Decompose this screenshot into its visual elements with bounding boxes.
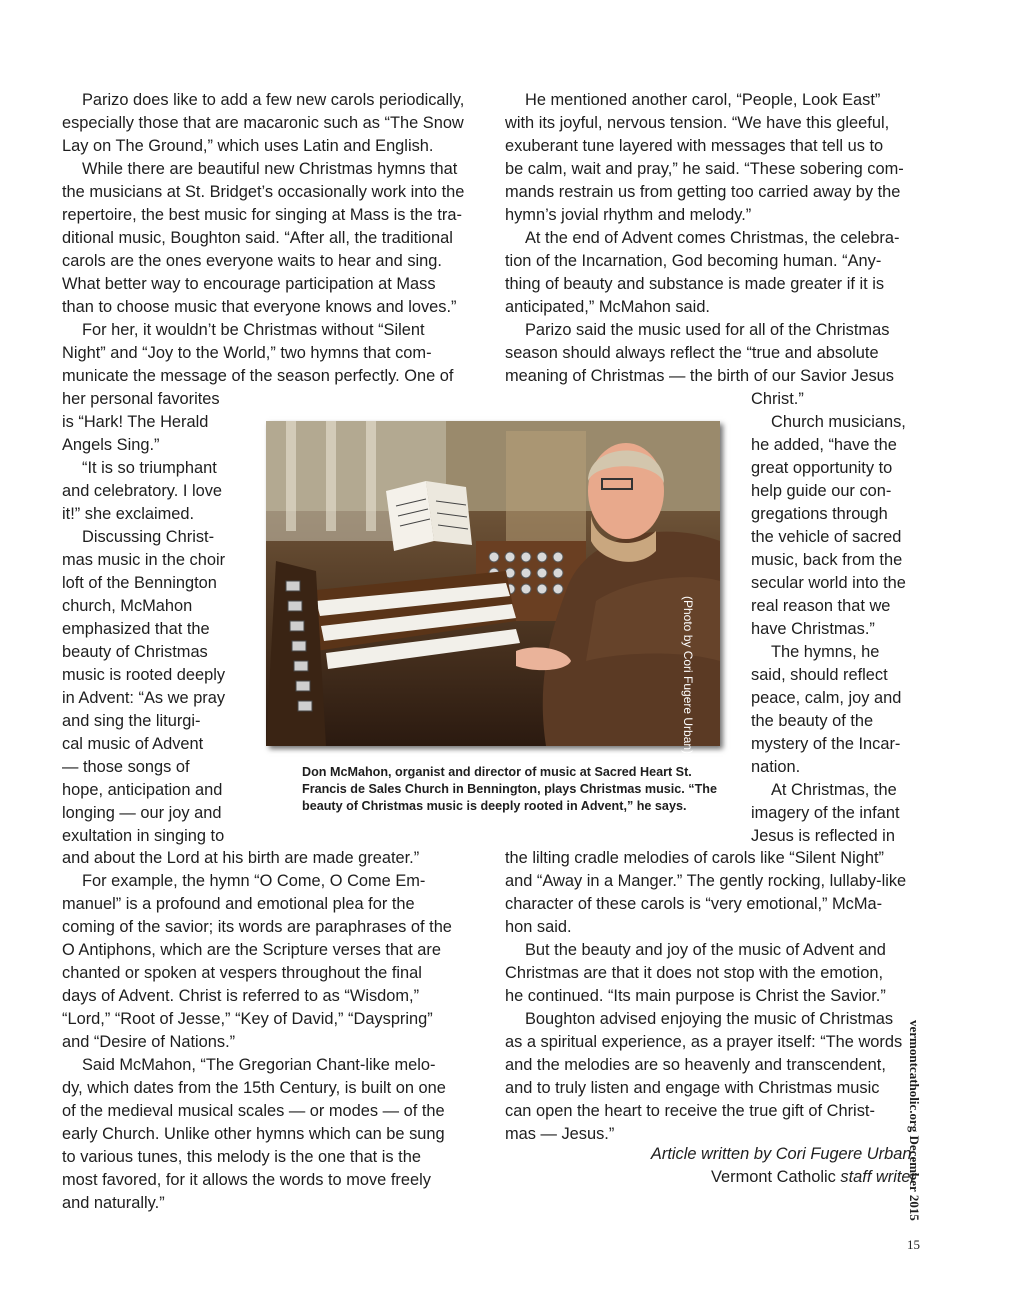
article-text-line: and sing the liturgi- — [62, 712, 201, 730]
article-text-line: imagery of the infant — [751, 804, 900, 822]
article-text-line: meaning of Christmas — the birth of our Savior Jesus — [505, 367, 894, 385]
article-text-line: secular world into the — [751, 574, 906, 592]
article-text-line: exultation in singing to — [62, 827, 225, 845]
article-text-line: hon said. — [505, 918, 572, 936]
article-text-line: especially those that are macaronic such as “The Snow — [62, 114, 464, 132]
article-text-line: it!” she exclaimed. — [62, 505, 195, 523]
page-number: 15 — [907, 1237, 920, 1252]
article-text-line: chanted or spoken at vespers throughout the final — [62, 964, 422, 982]
byline-publication-name: Vermont Catholic — [711, 1168, 841, 1186]
article-text-line: The hymns, he — [771, 643, 880, 661]
article-text-line: manuel” is a profound and emotional plea for the — [62, 895, 415, 913]
article-text-line: For her, it wouldn’t be Christmas without “Silent — [82, 321, 425, 339]
article-text-line: mas — Jesus.” — [505, 1125, 615, 1143]
article-text-line: anticipated,” McMahon said. — [505, 298, 710, 316]
article-text-line: and about the Lord at his birth are made greater.” — [62, 849, 420, 867]
article-text-line: ditional music, Boughton said. “After all, the traditional — [62, 229, 453, 247]
article-text-line: days of Advent. Christ is referred to as “Wisdom,” — [62, 987, 420, 1005]
article-text-line: mas music in the choir — [62, 551, 226, 569]
article-text-line: O Antiphons, which are the Scripture verses that are — [62, 941, 442, 959]
article-text-line: — those songs of — [62, 758, 190, 776]
byline-credit: Article written by Cori Fugere Urban, — [650, 1145, 916, 1163]
article-text-line: Boughton advised enjoying the music of Christmas — [525, 1010, 894, 1028]
article-text-line: and the melodies are so heavenly and transcendent, — [505, 1056, 886, 1074]
article-text-line: Christ.” — [751, 390, 804, 408]
photo-caption-line: beauty of Christmas music is deeply rooted in Advent,” he says. — [302, 799, 687, 813]
article-text-line: and naturally.” — [62, 1194, 165, 1212]
article-text-line: Angels Sing.” — [62, 436, 160, 454]
article-text-line: and “Away in a Manger.” The gently rocking, lullaby-like — [505, 872, 907, 890]
article-text-line: peace, calm, joy and — [751, 689, 902, 707]
article-text-line: But the beauty and joy of the music of Advent and — [525, 941, 886, 959]
article-text-line: most favored, for it allows the words to move freely — [62, 1171, 431, 1189]
article-text-line: Christmas are that it does not stop with the emotion, — [505, 964, 884, 982]
byline-publication — [600, 1166, 916, 1189]
article-text-line: hymn’s jovial rhythm and melody.” — [505, 206, 752, 224]
article-text-line: her personal favorites — [62, 390, 220, 408]
article-text-line: he added, “have the — [751, 436, 897, 454]
article-text-line: he continued. “Its main purpose is Christ the Savior.” — [505, 987, 886, 1005]
sidebar-issue-text: vermontcatholic.org December 2015 — [907, 1020, 922, 1221]
article-text-line: is “Hark! The Herald — [62, 413, 209, 431]
article-text-line: Night” and “Joy to the World,” two hymns that com- — [62, 344, 432, 362]
article-text-line: Church musicians, — [771, 413, 906, 431]
article-text-line: Lay on The Ground,” which uses Latin and English. — [62, 137, 434, 155]
article-text-line: and “Desire of Nations.” — [62, 1033, 236, 1051]
article-text-line: the vehicle of sacred — [751, 528, 902, 546]
article-text-line: said, should reflect — [751, 666, 888, 684]
article-text-line: season should always reflect the “true and absolute — [505, 344, 879, 362]
article-text-line: repertoire, the best music for singing at Mass is the tra- — [62, 206, 462, 224]
article-text-line: coming of the savior; its words are paraphrases of the — [62, 918, 452, 936]
article-text-line: of the medieval musical scales — or modes — of the — [62, 1102, 445, 1120]
organ-illustration — [266, 421, 720, 746]
article-text-line: nation. — [751, 758, 801, 776]
photo-caption-line: Francis de Sales Church in Bennington, plays Christmas music. “The — [302, 782, 717, 796]
article-text-line: character of these carols is “very emotional,” McMa- — [505, 895, 883, 913]
article-text-line: Parizo does like to add a few new carols periodically, — [82, 91, 465, 109]
article-text-line: help guide our con- — [751, 482, 892, 500]
article-text-line: emphasized that the — [62, 620, 210, 638]
article-text-line: real reason that we — [751, 597, 891, 615]
article-text-line: municate the message of the season perfectly. One of — [62, 367, 454, 385]
article-text-line: While there are beautiful new Christmas hymns that — [82, 160, 458, 178]
article-text-line: hope, anticipation and — [62, 781, 223, 799]
article-text-line: the musicians at St. Bridget’s occasionally work into the — [62, 183, 465, 201]
article-text-line: to various tunes, this melody is the one that is the — [62, 1148, 421, 1166]
article-text-line: exuberant tune layered with messages that tell us to — [505, 137, 884, 155]
article-text-line: than to choose music that everyone knows and loves.” — [62, 298, 457, 316]
photo-caption-line: Don McMahon, organist and director of music at Sacred Heart St. — [302, 765, 692, 779]
article-text-line: music is rooted deeply — [62, 666, 226, 684]
article-text-line: At the end of Advent comes Christmas, the celebra- — [525, 229, 900, 247]
article-text-line: and celebratory. I love — [62, 482, 223, 500]
article-text-line: Discussing Christ- — [82, 528, 215, 546]
article-text-line: mands restrain us from getting too carried away by the — [505, 183, 901, 201]
article-text-line: and to truly listen and engage with Christmas music — [505, 1079, 880, 1097]
article-text-line: loft of the Bennington — [62, 574, 217, 592]
article-text-line: “Lord,” “Root of Jesse,” “Key of David,” “Dayspring” — [62, 1010, 433, 1028]
article-text-line: Jesus is reflected in — [751, 827, 895, 845]
article-text-line: He mentioned another carol, “People, Look East” — [525, 91, 881, 109]
article-text-line: longing — our joy and — [62, 804, 222, 822]
article-text-line: gregations through — [751, 505, 888, 523]
article-text-line: as a spiritual experience, as a prayer itself: “The words — [505, 1033, 903, 1051]
article-text-line: church, McMahon — [62, 597, 193, 615]
photo-credit: (Photo by Cori Fugere Urban) — [681, 596, 695, 755]
article-text-line: dy, which dates from the 15th Century, is built on one — [62, 1079, 446, 1097]
article-text-line: For example, the hymn “O Come, O Come Em- — [82, 872, 426, 890]
article-text-line: carols are the ones everyone waits to hear and sing. — [62, 252, 442, 270]
article-text-line: can open the heart to receive the true gift of Christ- — [505, 1102, 875, 1120]
article-text-line: music, back from the — [751, 551, 903, 569]
article-text-line: Parizo said the music used for all of the Christmas — [525, 321, 890, 339]
article-text-line: What better way to encourage participation at Mass — [62, 275, 436, 293]
article-text-line: the beauty of the — [751, 712, 874, 730]
article-text-line: the lilting cradle melodies of carols like “Silent Night” — [505, 849, 884, 867]
byline-role: staff writer — [840, 1168, 916, 1186]
organist-photo — [266, 421, 720, 746]
article-text-line: tion of the Incarnation, God becoming human. “Any- — [505, 252, 882, 270]
article-text-line: Said McMahon, “The Gregorian Chant-like melo- — [82, 1056, 436, 1074]
article-text-line: At Christmas, the — [771, 781, 897, 799]
article-text-line: great opportunity to — [751, 459, 893, 477]
article-text-line: early Church. Unlike other hymns which can be sung — [62, 1125, 445, 1143]
article-text-line: thing of beauty and substance is made greater if it is — [505, 275, 885, 293]
article-text-line: beauty of Christmas — [62, 643, 208, 661]
article-text-line: in Advent: “As we pray — [62, 689, 226, 707]
article-text-line: be calm, wait and pray,” he said. “These sobering com- — [505, 160, 904, 178]
article-text-line: “It is so triumphant — [82, 459, 217, 477]
article-text-line: cal music of Advent — [62, 735, 204, 753]
article-text-line: with its joyful, nervous tension. “We have this gleeful, — [505, 114, 890, 132]
article-text-line: have Christmas.” — [751, 620, 875, 638]
article-text-line: mystery of the Incar- — [751, 735, 901, 753]
